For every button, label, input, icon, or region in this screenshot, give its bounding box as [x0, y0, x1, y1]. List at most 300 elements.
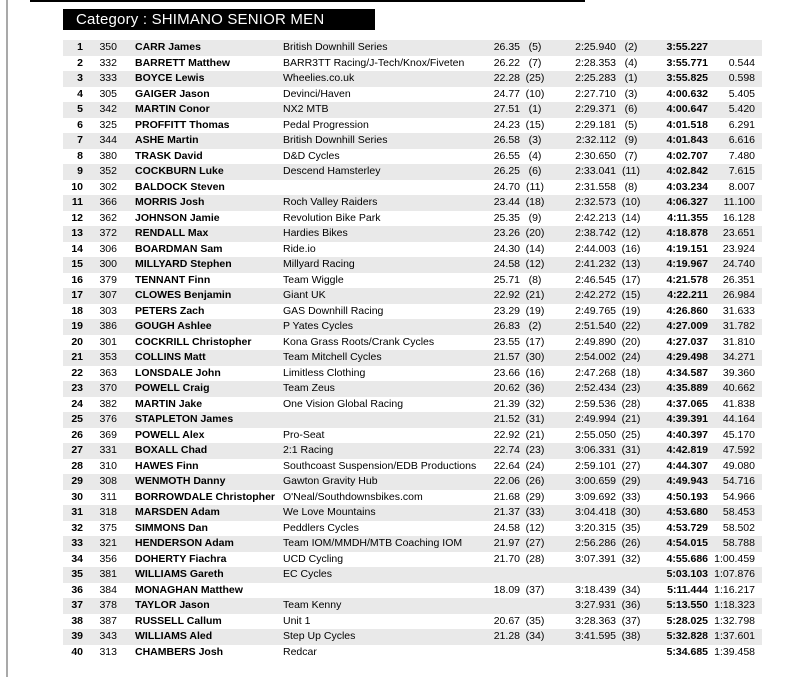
team-cell: P Yates Cycles	[283, 320, 354, 332]
table-row	[63, 180, 762, 196]
rider-name-cell: CARR James	[135, 41, 201, 53]
split-rank-cell: (3)	[624, 87, 638, 100]
speed-rank-cell: (20)	[525, 227, 545, 239]
split-rank-cell: (33)	[621, 490, 641, 503]
speed-rank-cell: (30)	[525, 351, 545, 363]
category-title: Category : SHIMANO SENIOR MEN	[76, 11, 325, 28]
bib-number-cell: 382	[99, 397, 117, 410]
gap-cell: 39.360	[722, 366, 755, 379]
table-row	[63, 335, 762, 351]
position-cell: 21	[71, 351, 83, 363]
speed-rank-cell: (21)	[525, 428, 545, 441]
split-time-cell: 2:56.286	[575, 537, 616, 549]
bib-number-cell: 332	[99, 56, 117, 69]
team-cell: EC Cycles	[283, 568, 333, 580]
split-time-cell: 2:30.650	[575, 149, 616, 162]
position-cell: 24	[71, 397, 83, 410]
gap-cell: 7.615	[728, 165, 755, 177]
team-cell: Revolution Bike Park	[283, 211, 381, 224]
split-time-cell: 2:44.003	[575, 242, 616, 255]
split-time-cell: 2:31.558	[575, 180, 616, 193]
table-row	[63, 133, 762, 149]
bib-number-cell: 352	[99, 165, 117, 177]
position-cell: 8	[77, 149, 83, 162]
table-row	[63, 56, 762, 72]
bib-number-cell: 380	[99, 149, 117, 162]
table-row	[63, 149, 762, 165]
rider-name-cell: ASHE Martin	[135, 134, 199, 146]
gap-cell: 23.924	[722, 242, 755, 255]
bib-number-cell: 342	[99, 103, 117, 115]
table-row	[63, 521, 762, 537]
split-time-cell: 2:49.994	[575, 413, 616, 425]
table-row	[63, 614, 762, 630]
speed-rank-cell: (32)	[525, 397, 545, 410]
gap-cell: 58.453	[722, 506, 755, 518]
team-cell: Roch Valley Raiders	[283, 196, 378, 208]
speed-cell: 24.30	[493, 242, 520, 255]
speed-cell: 21.68	[493, 490, 520, 503]
team-cell: UCD Cycling	[283, 552, 344, 565]
team-cell: NX2 MTB	[283, 103, 329, 115]
speed-cell: 27.51	[493, 103, 520, 115]
split-rank-cell: (5)	[624, 118, 638, 131]
split-time-cell: 3:20.315	[575, 521, 616, 534]
rider-name-cell: BORROWDALE Christopher	[135, 490, 275, 503]
bib-number-cell: 363	[99, 366, 117, 379]
gap-cell: 1:07.876	[714, 568, 755, 580]
split-time-cell: 3:18.439	[575, 583, 616, 596]
position-cell: 6	[77, 118, 83, 131]
table-row	[63, 366, 762, 382]
table-row	[63, 598, 762, 614]
bib-number-cell: 362	[99, 211, 117, 224]
split-time-cell: 2:25.283	[575, 72, 616, 84]
split-rank-cell: (1)	[624, 72, 638, 84]
position-cell: 28	[71, 459, 83, 472]
table-row	[63, 350, 762, 366]
position-cell: 2	[77, 56, 83, 69]
table-row	[63, 474, 762, 490]
rider-name-cell: JOHNSON Jamie	[135, 211, 220, 224]
speed-cell: 23.55	[493, 335, 520, 348]
rider-name-cell: POWELL Alex	[135, 428, 205, 441]
gap-cell: 1:32.798	[714, 614, 755, 627]
final-time-cell: 4:01.843	[666, 134, 708, 146]
table-row	[63, 102, 762, 118]
rider-name-cell: CHAMBERS Josh	[135, 645, 224, 658]
speed-rank-cell: (7)	[528, 56, 542, 69]
gap-cell: 5.405	[728, 87, 755, 100]
speed-cell: 22.28	[493, 72, 520, 84]
speed-rank-cell: (15)	[525, 118, 545, 131]
team-cell: Team Kenny	[283, 599, 342, 611]
speed-cell: 24.70	[493, 180, 520, 193]
final-time-cell: 4:26.860	[666, 304, 708, 317]
team-cell: Team Wiggle	[283, 273, 344, 286]
table-row	[63, 288, 762, 304]
rider-name-cell: RENDALL Max	[135, 227, 209, 239]
split-time-cell: 2:59.101	[575, 459, 616, 472]
position-cell: 38	[71, 614, 83, 627]
speed-rank-cell: (27)	[525, 537, 545, 549]
final-time-cell: 4:21.578	[666, 273, 708, 286]
bib-number-cell: 375	[99, 521, 117, 534]
final-time-cell: 4:54.015	[666, 537, 708, 549]
rider-name-cell: TRASK David	[135, 149, 203, 162]
bib-number-cell: 321	[99, 537, 117, 549]
split-time-cell	[550, 645, 616, 661]
gap-cell: 41.838	[722, 397, 755, 410]
speed-cell	[488, 567, 520, 583]
position-cell: 10	[71, 180, 83, 193]
split-time-cell: 3:06.331	[575, 444, 616, 456]
bib-number-cell: 307	[99, 289, 117, 301]
split-rank-cell: (23)	[621, 382, 641, 394]
bib-number-cell: 308	[99, 475, 117, 487]
table-row	[63, 505, 762, 521]
split-time-cell: 2:54.002	[575, 351, 616, 363]
split-rank-cell: (6)	[624, 103, 638, 115]
rider-name-cell: WILLIAMS Gareth	[135, 568, 224, 580]
gap-cell: 34.271	[722, 351, 755, 363]
rider-name-cell: WENMOTH Danny	[135, 475, 226, 487]
final-time-cell: 4:35.889	[666, 382, 708, 394]
team-cell: Giant UK	[283, 289, 326, 301]
final-time-cell: 4:02.707	[666, 149, 708, 162]
speed-cell: 21.37	[493, 506, 520, 518]
split-time-cell: 2:29.371	[575, 103, 616, 115]
speed-rank-cell: (31)	[525, 413, 545, 425]
final-time-cell: 3:55.825	[666, 72, 708, 84]
speed-rank-cell: (8)	[528, 273, 542, 286]
speed-cell: 18.09	[493, 583, 520, 596]
bib-number-cell: 310	[99, 459, 117, 472]
speed-rank-cell: (14)	[525, 242, 545, 255]
split-rank-cell: (25)	[621, 428, 641, 441]
final-time-cell: 4:44.307	[666, 459, 708, 472]
table-row	[63, 459, 762, 475]
split-rank-cell: (4)	[624, 56, 638, 69]
split-rank-cell: (16)	[621, 242, 641, 255]
bib-number-cell: 384	[99, 583, 117, 596]
split-time-cell: 3:00.659	[575, 475, 616, 487]
position-cell: 40	[71, 645, 83, 658]
split-time-cell: 3:04.418	[575, 506, 616, 518]
table-row	[63, 319, 762, 335]
rider-name-cell: COLLINS Matt	[135, 351, 206, 363]
speed-rank-cell: (18)	[525, 196, 545, 208]
speed-cell: 22.74	[493, 444, 520, 456]
final-time-cell: 4:53.729	[666, 521, 708, 534]
table-row	[63, 118, 762, 134]
speed-rank-cell	[520, 645, 550, 661]
bib-number-cell: 313	[99, 645, 117, 658]
gap-cell: 0.598	[728, 72, 755, 84]
final-time-cell: 4:55.686	[666, 552, 708, 565]
team-cell	[283, 180, 488, 196]
speed-rank-cell: (29)	[525, 490, 545, 503]
rider-name-cell: COCKRILL Christopher	[135, 335, 252, 348]
speed-rank-cell: (23)	[525, 444, 545, 456]
table-row	[63, 645, 762, 661]
rider-name-cell: LONSDALE John	[135, 366, 221, 379]
split-rank-cell: (22)	[621, 320, 641, 332]
split-time-cell: 2:41.232	[575, 258, 616, 270]
speed-rank-cell: (2)	[528, 320, 542, 332]
rider-name-cell: SIMMONS Dan	[135, 521, 208, 534]
speed-cell: 20.67	[493, 614, 520, 627]
speed-rank-cell: (1)	[528, 103, 542, 115]
bib-number-cell: 356	[99, 552, 117, 565]
gap-cell: 44.164	[722, 413, 755, 425]
bib-number-cell: 343	[99, 630, 117, 642]
rider-name-cell: HENDERSON Adam	[135, 537, 234, 549]
bib-number-cell: 369	[99, 428, 117, 441]
speed-cell: 23.29	[493, 304, 520, 317]
position-cell: 12	[71, 211, 83, 224]
position-cell: 22	[71, 366, 83, 379]
speed-cell: 21.70	[493, 552, 520, 565]
gap-cell: 58.502	[722, 521, 755, 534]
speed-rank-cell: (21)	[525, 289, 545, 301]
rider-name-cell: DOHERTY Fiachra	[135, 552, 227, 565]
speed-cell: 26.25	[493, 165, 520, 177]
position-cell: 15	[71, 258, 83, 270]
final-time-cell: 5:34.685	[666, 645, 708, 658]
gap-cell: 31.633	[722, 304, 755, 317]
table-row	[63, 412, 762, 428]
final-time-cell: 4:03.234	[666, 180, 708, 193]
bib-number-cell: 303	[99, 304, 117, 317]
position-cell: 20	[71, 335, 83, 348]
final-time-cell: 4:06.327	[666, 196, 708, 208]
speed-rank-cell: (10)	[525, 87, 545, 100]
split-rank-cell: (8)	[624, 180, 638, 193]
bib-number-cell: 302	[99, 180, 117, 193]
final-time-cell: 5:28.025	[666, 614, 708, 627]
table-row	[63, 211, 762, 227]
speed-rank-cell: (33)	[525, 506, 545, 518]
final-time-cell: 4:02.842	[666, 165, 708, 177]
team-cell: Hardies Bikes	[283, 227, 348, 239]
split-rank-cell: (24)	[621, 351, 641, 363]
rider-name-cell: PETERS Zach	[135, 304, 205, 317]
position-cell: 30	[71, 490, 83, 503]
team-cell: One Vision Global Racing	[283, 397, 404, 410]
table-row	[63, 164, 762, 180]
bib-number-cell: 370	[99, 382, 117, 394]
split-rank-cell: (21)	[621, 413, 641, 425]
split-rank-cell: (20)	[621, 335, 641, 348]
team-cell: Peddlers Cycles	[283, 521, 359, 534]
split-time-cell: 2:47.268	[575, 366, 616, 379]
team-cell: Limitless Clothing	[283, 366, 366, 379]
rider-name-cell: MARTIN Conor	[135, 103, 210, 115]
gap-cell: 1:37.601	[714, 630, 755, 642]
team-cell: BARR3TT Racing/J-Tech/Knox/Fiveten	[283, 56, 465, 69]
speed-cell: 24.77	[493, 87, 520, 100]
table-row	[63, 87, 762, 103]
split-rank-cell: (27)	[621, 459, 641, 472]
split-time-cell: 3:07.391	[575, 552, 616, 565]
split-time-cell: 3:27.931	[575, 599, 616, 611]
speed-cell: 21.52	[493, 413, 520, 425]
rider-name-cell: COCKBURN Luke	[135, 165, 224, 177]
position-cell: 11	[71, 196, 83, 208]
gap-cell: 16.128	[722, 211, 755, 224]
bib-number-cell: 318	[99, 506, 117, 518]
speed-rank-cell: (19)	[525, 304, 545, 317]
speed-rank-cell: (25)	[525, 72, 545, 84]
speed-rank-cell: (11)	[526, 180, 544, 193]
position-cell: 9	[77, 165, 83, 177]
table-row	[63, 567, 762, 583]
gap-cell: 24.740	[722, 258, 755, 270]
speed-rank-cell	[520, 598, 550, 614]
split-time-cell: 2:46.545	[575, 273, 616, 286]
category-header-bar	[63, 9, 375, 30]
speed-cell	[488, 598, 520, 614]
final-time-cell: 4:27.037	[666, 335, 708, 348]
rider-name-cell: BOXALL Chad	[135, 444, 208, 456]
split-time-cell: 2:49.765	[575, 304, 616, 317]
split-rank-cell: (36)	[621, 599, 641, 611]
team-cell: Pro-Seat	[283, 428, 325, 441]
team-cell: Pedal Progression	[283, 118, 369, 131]
table-row	[63, 304, 762, 320]
gap-cell: 1:39.458	[714, 645, 755, 658]
position-cell: 37	[71, 599, 83, 611]
rider-name-cell: MILLYARD Stephen	[135, 258, 232, 270]
final-time-cell: 4:19.967	[666, 258, 708, 270]
gap-cell: 1:00.459	[714, 552, 755, 565]
final-time-cell: 5:13.550	[666, 599, 708, 611]
final-time-cell: 4:39.391	[666, 413, 708, 425]
speed-rank-cell: (17)	[525, 335, 545, 348]
table-row	[63, 583, 762, 599]
speed-rank-cell: (4)	[528, 149, 542, 162]
split-rank-cell: (18)	[621, 366, 641, 379]
final-time-cell: 4:53.680	[666, 506, 708, 518]
split-rank-cell: (32)	[621, 552, 641, 565]
bib-number-cell: 325	[99, 118, 117, 131]
split-rank-cell: (28)	[621, 397, 641, 410]
team-cell: British Downhill Series	[283, 41, 388, 53]
speed-rank-cell: (5)	[528, 41, 542, 53]
table-row	[63, 552, 762, 568]
speed-rank-cell: (37)	[525, 583, 545, 596]
rider-name-cell: CLOWES Benjamin	[135, 289, 232, 301]
split-time-cell: 2:27.710	[575, 87, 616, 100]
split-time-cell: 2:38.742	[575, 227, 616, 239]
team-cell: We Love Mountains	[283, 506, 376, 518]
team-cell: Kona Grass Roots/Crank Cycles	[283, 335, 435, 348]
split-time-cell: 2:25.940	[575, 41, 616, 53]
team-cell: Team Zeus	[283, 382, 335, 394]
speed-rank-cell: (12)	[525, 258, 545, 270]
final-time-cell: 4:19.151	[666, 242, 708, 255]
speed-rank-cell: (26)	[525, 475, 545, 487]
team-cell: 2:1 Racing	[283, 444, 334, 456]
speed-cell: 26.55	[493, 149, 520, 162]
speed-cell	[488, 645, 520, 661]
rider-name-cell: BALDOCK Steven	[135, 180, 225, 193]
bib-number-cell: 387	[99, 614, 117, 627]
position-cell: 36	[71, 583, 83, 596]
split-time-cell: 3:41.595	[575, 630, 616, 642]
final-time-cell: 3:55.227	[666, 41, 708, 53]
rider-name-cell: WILLIAMS Aled	[135, 630, 213, 642]
final-time-cell: 4:01.518	[666, 118, 708, 131]
bib-number-cell: 376	[99, 413, 117, 425]
final-time-cell: 4:00.632	[666, 87, 708, 100]
gap-cell: 8.007	[728, 180, 755, 193]
gap-cell: 7.480	[728, 149, 755, 162]
team-cell: Team Mitchell Cycles	[283, 351, 382, 363]
speed-cell: 20.62	[493, 382, 520, 394]
final-time-cell: 4:40.397	[666, 428, 708, 441]
split-rank-cell: (15)	[621, 289, 641, 301]
gap-cell: 0.544	[728, 56, 755, 69]
bib-number-cell: 311	[100, 490, 117, 503]
speed-cell: 26.83	[493, 320, 520, 332]
position-cell: 1	[77, 41, 83, 53]
split-time-cell: 2:29.181	[575, 118, 616, 131]
split-time-cell: 2:49.890	[575, 335, 616, 348]
split-rank-cell: (29)	[621, 475, 641, 487]
split-rank-cell: (38)	[621, 630, 641, 642]
final-time-cell: 5:03.103	[666, 568, 708, 580]
final-time-cell: 4:37.065	[666, 397, 708, 410]
speed-rank-cell: (24)	[525, 459, 545, 472]
split-time-cell: 2:32.573	[575, 196, 616, 208]
bib-number-cell: 366	[99, 196, 117, 208]
table-row	[63, 428, 762, 444]
final-time-cell: 3:55.771	[666, 56, 708, 69]
rider-name-cell: BOARDMAN Sam	[135, 242, 223, 255]
position-cell: 16	[71, 273, 83, 286]
table-row	[63, 443, 762, 459]
team-cell: O'Neal/Southdownsbikes.com	[283, 490, 423, 503]
gap-cell: 26.351	[722, 273, 755, 286]
gap-cell: 31.782	[722, 320, 755, 332]
split-rank-cell: (14)	[621, 211, 641, 224]
position-cell: 32	[71, 521, 83, 534]
speed-cell: 23.26	[493, 227, 520, 239]
page-left-border	[6, 0, 8, 677]
split-time-cell: 2:32.112	[575, 134, 616, 146]
team-cell: Devinci/Haven	[283, 87, 351, 100]
gap-cell: 5.420	[728, 103, 755, 115]
speed-cell: 26.35	[493, 41, 520, 53]
bib-number-cell: 350	[99, 41, 117, 53]
speed-cell: 24.58	[493, 258, 520, 270]
rider-name-cell: RUSSELL Callum	[135, 614, 222, 627]
speed-cell: 22.64	[493, 459, 520, 472]
speed-rank-cell: (28)	[525, 552, 545, 565]
final-time-cell: 4:22.211	[667, 289, 708, 301]
bib-number-cell: 378	[99, 599, 117, 611]
gap-cell: 1:18.323	[714, 599, 755, 611]
gap-cell: 54.716	[722, 475, 755, 487]
position-cell: 17	[71, 289, 83, 301]
team-cell: Step Up Cycles	[283, 630, 356, 642]
rider-name-cell: PROFFITT Thomas	[135, 118, 230, 131]
team-cell: Unit 1	[283, 614, 311, 627]
rider-name-cell: GOUGH Ashlee	[135, 320, 212, 332]
split-rank-cell: (11)	[622, 165, 640, 177]
